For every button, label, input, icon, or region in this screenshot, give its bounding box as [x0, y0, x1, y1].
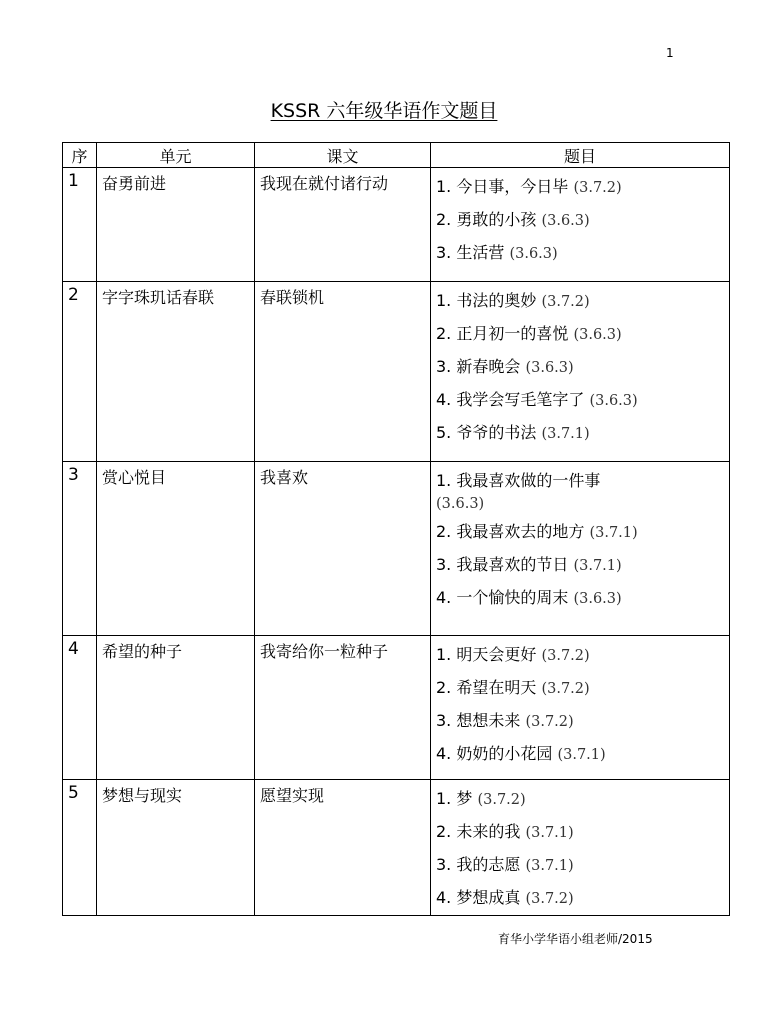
topic-text: 3. 想想未来 [436, 711, 526, 730]
topic-text: 4. 一个愉快的周末 [436, 588, 574, 607]
row-lesson: 春联锁机 [255, 282, 431, 462]
row-lesson: 我喜欢 [255, 462, 431, 636]
list-item [436, 639, 724, 672]
row-number: 4 [63, 636, 97, 780]
list-item [436, 384, 724, 417]
topic-code: (3.6.3) [541, 213, 590, 229]
topic-text: 4. 我学会写毛笔字了 [436, 390, 590, 409]
topic-code: (3.7.2) [541, 294, 590, 310]
document-title: KSSR 六年级华语作文题目 [270, 100, 498, 122]
list-item [436, 351, 724, 384]
topic-code: (3.6.3) [589, 393, 638, 409]
row-unit: 赏心悦目 [97, 462, 255, 636]
table-row [63, 462, 730, 636]
list-item [436, 549, 724, 582]
footer-credit: 育华小学华语小组老师/2015 [498, 932, 653, 946]
list-item [436, 285, 724, 318]
list-item [436, 849, 724, 882]
list-item [436, 816, 724, 849]
table-row [63, 168, 730, 282]
header-lesson: 课文 [255, 143, 431, 168]
topic-code: (3.7.2) [541, 681, 590, 697]
topic-text: 3. 我最喜欢的节日 [436, 555, 574, 574]
row-number: 5 [63, 780, 97, 916]
row-number: 1 [63, 168, 97, 282]
topic-code: (3.7.1) [525, 825, 574, 841]
topic-text: 5. 爷爷的书法 [436, 423, 542, 442]
row-number: 3 [63, 462, 97, 636]
topic-code: (3.6.3) [509, 246, 558, 262]
list-item [436, 705, 724, 738]
row-lesson: 我寄给你一粒种子 [255, 636, 431, 780]
topic-code: (3.7.1) [525, 858, 574, 874]
list-item [436, 465, 724, 516]
row-topics [431, 462, 730, 636]
row-number: 2 [63, 282, 97, 462]
topic-text: 1. 今日事，今日毕 [436, 177, 574, 196]
list-item [436, 882, 724, 915]
topic-code: (3.7.1) [541, 426, 590, 442]
composition-topics-table [62, 142, 730, 916]
list-item [436, 783, 724, 816]
row-topics [431, 168, 730, 282]
topic-text: 1. 书法的奥妙 [436, 291, 542, 310]
row-unit: 希望的种子 [97, 636, 255, 780]
topic-code: (3.7.1) [573, 558, 622, 574]
topic-code: (3.7.1) [589, 525, 638, 541]
topic-code: (3.6.3) [573, 327, 622, 343]
topic-code: (3.7.2) [525, 891, 574, 907]
topic-text: 2. 正月初一的喜悦 [436, 324, 574, 343]
topic-text: 2. 未来的我 [436, 822, 526, 841]
list-item [436, 171, 724, 204]
topic-text: 4. 奶奶的小花园 [436, 744, 558, 763]
topic-text: 1. 我最喜欢做的一件事 [436, 471, 601, 490]
page-number: 1 [666, 46, 674, 60]
topic-text: 2. 勇敢的小孩 [436, 210, 542, 229]
list-item [436, 672, 724, 705]
topic-code: (3.6.3) [525, 360, 574, 376]
topic-text: 1. 梦 [436, 789, 478, 808]
list-item [436, 204, 724, 237]
topic-code: (3.7.1) [557, 747, 606, 763]
topic-text: 1. 明天会更好 [436, 645, 542, 664]
topic-text: 3. 生活营 [436, 243, 510, 262]
table-row [63, 636, 730, 780]
table-row [63, 780, 730, 916]
table-header-row [63, 143, 730, 168]
row-lesson: 我现在就付诸行动 [255, 168, 431, 282]
topic-text: 2. 希望在明天 [436, 678, 542, 697]
topic-code: (3.6.3) [436, 496, 485, 512]
row-unit: 奋勇前进 [97, 168, 255, 282]
list-item [436, 318, 724, 351]
topic-text: 2. 我最喜欢去的地方 [436, 522, 590, 541]
list-item [436, 417, 724, 450]
topic-text: 3. 我的志愿 [436, 855, 526, 874]
row-topics [431, 636, 730, 780]
row-topics [431, 282, 730, 462]
topic-code: (3.7.2) [525, 714, 574, 730]
row-topics [431, 780, 730, 916]
header-topic: 题目 [431, 143, 730, 168]
list-item [436, 516, 724, 549]
topic-code: (3.7.2) [477, 792, 526, 808]
row-unit: 字字珠玑话春联 [97, 282, 255, 462]
header-unit: 单元 [97, 143, 255, 168]
topic-text: 3. 新春晚会 [436, 357, 526, 376]
table-row [63, 282, 730, 462]
topic-text: 4. 梦想成真 [436, 888, 526, 907]
topic-code: (3.7.2) [573, 180, 622, 196]
list-item [436, 237, 724, 270]
list-item [436, 738, 724, 771]
row-lesson: 愿望实现 [255, 780, 431, 916]
header-number: 序 [63, 143, 97, 168]
topic-code: (3.7.2) [541, 648, 590, 664]
list-item [436, 582, 724, 615]
topic-code: (3.6.3) [573, 591, 622, 607]
row-unit: 梦想与现实 [97, 780, 255, 916]
